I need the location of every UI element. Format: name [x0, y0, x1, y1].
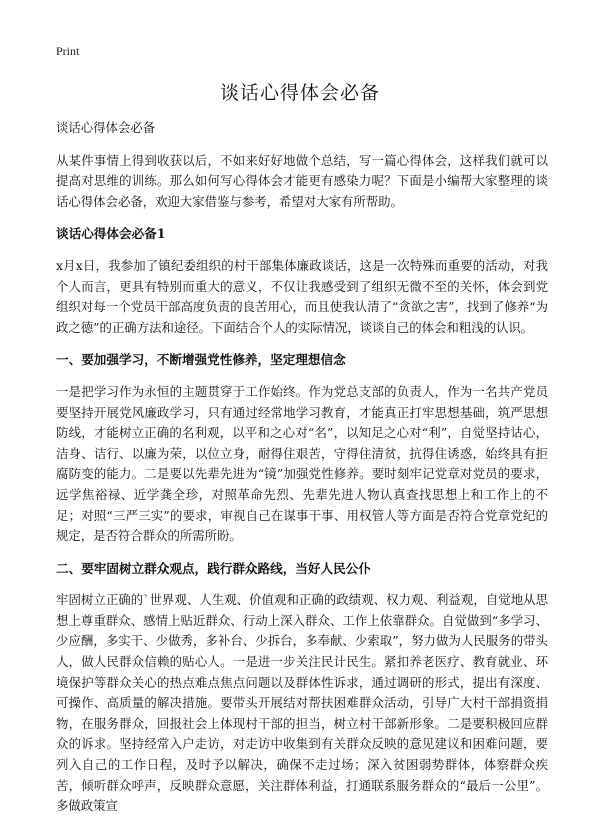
section-1-paragraph: 一是把学习作为永恒的主题贯穿于工作始终。作为党总支部的负责人，作为一名共产党员要坚持开展党风廉政学习，只有通过经常地学习教育，才能真正打牢思想基础，筑严思想防线，才能树立正确的名利观，以平和之心对“名”，以知足之心对“利”，自觉坚持诂心，洁身、诘行、以廉为荣，以位立身，耐得住艰苦，守得住清贫，抗得住诱惑，始终具有拒腐防变的能力。二是要以先辈先进为“镜”加强党性修养。要时刻牢记党章对党员的要求，远学焦裕禄、近学龚全珍，对照革命先烈、先辈先进人物认真查找思想上和工作上的不足；对照“三严三实”的要求，审视自己在谋事干事、用权管人等方面是否符合党章党纪的规定，是否符合群众的所需所盼。: [56, 383, 548, 544]
section-2-heading: 二、要牢固树立群众观点，践行群众路线，当好人民公仆: [56, 560, 371, 576]
article-heading: 谈话心得体会必备1: [56, 226, 166, 242]
section-1-heading: 一、要加强学习，不断增强党性修养，坚定理想信念: [56, 352, 346, 368]
document-title: 谈话心得体会必备: [219, 82, 380, 104]
document-subtitle: 谈话心得体会必备: [56, 120, 156, 135]
section-2-paragraph: 牢固树立正确的`世界观、人生观、价值观和正确的政绩观、权力观、利益观，自觉地从思想上尊重群众、感情上贴近群众、行动上深入群众、工作上依靠群众。自觉做到“多学习、少应酬，多实干、少做秀，多补台、少拆台，多奉献、少索取”，努力做为人民服务的带头人，做人民群众信赖的贴心人。一是进一步关注民计民生。紧扣养老医疗、教育就业、环境保护等群众关心的热点难点焦点问题以及群体性诉求，通过调研的形式，提出有深度、可操作、高质量的解决措施。要带头开展结对帮扶困难群众活动，引导广大村干部捐资捐物，在服务群众，回报社会上体现村干部的担当，树立村干部新形象。二是要积极回应群众的诉求。坚持经常入户走访，对走访中收集到有关群众反映的意见建议和困难问题，要列入自己的工作日程，及时予以解决，确保不走过场；深入贫困弱势群体，体察群众疾苦，倾听群众呼声，反映群众意愿，关注群体利益，打通联系服务群众的“最后一公里”。多做政策宣: [56, 592, 548, 814]
document-body: [56, 118, 548, 829]
print-link[interactable]: Print: [56, 44, 80, 58]
intro-paragraph: 从某件事情上得到收获以后，不如来好好地做个总结，写一篇心得体会，这样我们就可以提高对思维的训练。那么如何写心得体会才能更有感染力呢？下面是小编帮大家整理的谈话心得体会必备，欢迎大家借鉴与参考，希望对大家有所帮助。: [56, 152, 548, 209]
article-intro-paragraph: x月x日，我参加了镇纪委组织的村干部集体廉政谈话，这是一次特殊而重要的活动，对我个人而言，更具有特别而重大的意义，不仅让我感受到了组织无微不至的关怀，体会到党组织对每一个党员干部高度负责的良苦用心，而且使我认清了“贪欲之害”，找到了修养“为政之德”的正确方法和途径。下面结合个人的实际情况，谈谈自己的体会和粗浅的认识。: [56, 257, 548, 335]
